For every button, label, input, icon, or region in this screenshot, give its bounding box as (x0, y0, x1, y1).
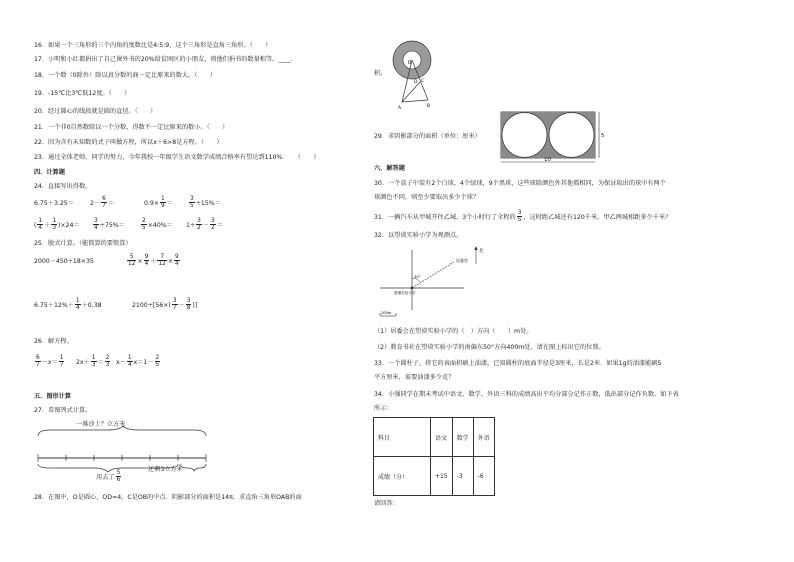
expr-1: 2000－450÷18×35 (34, 258, 94, 265)
svg-text:30°: 30° (414, 274, 421, 279)
table-cell: -6 (473, 457, 494, 496)
svg-text:10: 10 (544, 157, 551, 163)
question-32-1: （1）居委会在望谟实验小学的（ ）方向（ ）m处。 (374, 328, 533, 335)
direction-map (376, 244, 496, 320)
question-29: 29．求阴影部分的面积（单位：厘米） (374, 133, 481, 140)
table-cell: 科目 (374, 418, 431, 457)
calc-5: ( $\frac{1}{4}$ ＋ $\frac{1}{3}$ )×24＝ (34, 218, 80, 232)
table-cell: 外语 (473, 418, 494, 457)
svg-text:A: A (398, 106, 402, 111)
question-27: 27．看图列式计算。 (34, 407, 92, 414)
table-row (374, 457, 495, 496)
section-5-heading: 五．图形计算 (34, 393, 72, 400)
expr-4: 2100÷[56×( $\frac{3}{7}$ － $\frac{3}{8}$ )] (132, 298, 198, 312)
equation-2: 2x＋ $\frac{1}{3}$ ＝ $\frac{2}{3}$ (76, 355, 110, 369)
expr-3: 6.75＋12%＋ $\frac{1}{4}$ ＋0.38 (34, 298, 102, 312)
calc-3: 0.9× $\frac{1}{9}$ ＝ (144, 196, 173, 210)
question-28: 28．在图中，O是圆心，OD=4，C是OB的中点．阴影部分的面积是14π，求直角三角形OAB的面 (34, 494, 302, 501)
svg-text:居委会: 居委会 (456, 258, 468, 263)
question-34-line-1: 34．小强同学在期末考试中语文、数学、外语三科的成绩高出平均分部分记作正数，低出部分记作负数，如下表 (374, 391, 679, 398)
question-16: 16．如果一个三角形的三个内角的度数比是4:5:9，这个三角形是直角三角形。（ ） (34, 42, 272, 49)
question-32: 32．以望谟实验小学为观测点。 (374, 232, 463, 239)
question-34-ask: 请回答： (374, 500, 399, 507)
question-33-line-2: 平方厘米，需要油漆多少克？ (374, 374, 455, 381)
svg-text:北: 北 (479, 249, 484, 254)
svg-text:B: B (427, 104, 431, 109)
equation-3: x－ $\frac{1}{4}$ x＝1－ $\frac{2}{5}$ (116, 355, 160, 369)
used-label: 用去了 $\frac{5}{6}$ (96, 470, 121, 484)
question-30-line-1: 30．一个盒子中装有2个白球，4个绿球，9个黑球，这些球除颜色外其他都相同，为保证取出的球中有两个 (374, 180, 666, 187)
svg-text:C: C (421, 79, 425, 84)
question-22: 22．因为含有未知数的式子叫做方程，所以x＋6>8是方程。（ ） (34, 139, 223, 146)
expr-2: $\frac{5}{12}$ × $\frac{9}{4}$ ＋ $\frac{7}{12}$ × $\frac{9}{4}$ (128, 254, 179, 268)
question-34-line-2: 所示： (374, 405, 393, 412)
calc-1: 6.75＋3.25＝ (34, 200, 74, 207)
calc-6: $\frac{3}{4}$ ÷75%＝ (94, 218, 125, 232)
circle-triangle-figure (392, 40, 444, 110)
calc-8: 1÷ $\frac{3}{2}$ － $\frac{3}{2}$ ＝ (186, 218, 223, 232)
question-24: 24．直接写出得数。 (34, 183, 92, 190)
question-17: 17．小明和小红都捐出了自己课外书的20%给贫困区的小朋友，则他们捐书的数量相等。____. (34, 56, 293, 63)
table-cell: +15 (431, 457, 453, 496)
svg-text:200m: 200m (381, 311, 392, 315)
question-28-continued: 积。 (374, 70, 387, 77)
question-26: 26．解方程。 (34, 338, 73, 345)
question-19: 19．-15℃比3℃低12度。（ ） (34, 90, 131, 97)
question-32-2: （2）教育书社在望谟实验小学的南偏东50°方向400m处，请在图上标出它的位置。 (374, 344, 605, 351)
question-31: 31．一辆汽车从甲城开往乙城，3个小时行了全程的 $\frac{3}{5}$ ，这时距乙城还有120千米，甲乙两城相距多少千米？ (374, 210, 672, 224)
svg-text:望谟实验小学: 望谟实验小学 (394, 291, 416, 295)
question-25: 25．脱式计算。（能简算的要简算） (34, 240, 132, 247)
calc-7: $\frac{2}{5}$ ×40%＝ (142, 218, 173, 232)
table-cell: 成绩（分） (374, 457, 431, 496)
question-30-line-2: 球颜色不同，则至少要取出多少个球？ (374, 194, 480, 201)
question-21: 21．一个非0自然数除以一个分数，得数不一定比原来的数小。（ ） (34, 124, 229, 131)
svg-text:D: D (414, 80, 418, 85)
svg-text:5: 5 (601, 133, 605, 139)
calc-2: 2－ $\frac{6}{7}$ ＝ (90, 196, 115, 210)
question-23: 23．通过全体老师、同学的努力，今年我校一年级学生语文数学成绩合格率有望达到110%． （ ） (34, 154, 320, 161)
section-4-heading: 四．计算题 (34, 169, 65, 176)
section-6-heading: 六、解答题 (374, 165, 405, 172)
rectangle-circles-figure (500, 110, 608, 166)
rest-label: 还剩3立方米 (148, 466, 183, 473)
total-label: 一堆沙土？立方米 (76, 421, 126, 428)
question-33-line-1: 33．一个圆柱子，将它的表面积刷上油漆，已知圆柱的底面半径是3厘米，长是2米．如果1g的油漆能刷5 (374, 360, 662, 367)
table-cell: -3 (452, 457, 473, 496)
table-header-row (374, 418, 495, 457)
calc-4: $\frac{3}{5}$ ÷15%＝ (190, 196, 221, 210)
table-cell: 数学 (452, 418, 473, 457)
svg-text:0: 0 (408, 60, 412, 66)
equation-1: $\frac{6}{7}$ －x＝ $\frac{1}{7}$ (36, 355, 64, 369)
question-18: 18．一个数（0除外）除以真分数的商一定比原来的数大。（ ） (34, 72, 216, 79)
table-cell: 语文 (431, 418, 453, 457)
score-table (373, 417, 495, 496)
question-20: 20．经过圆心的线段就是圆的直径。（ ） (34, 108, 157, 115)
